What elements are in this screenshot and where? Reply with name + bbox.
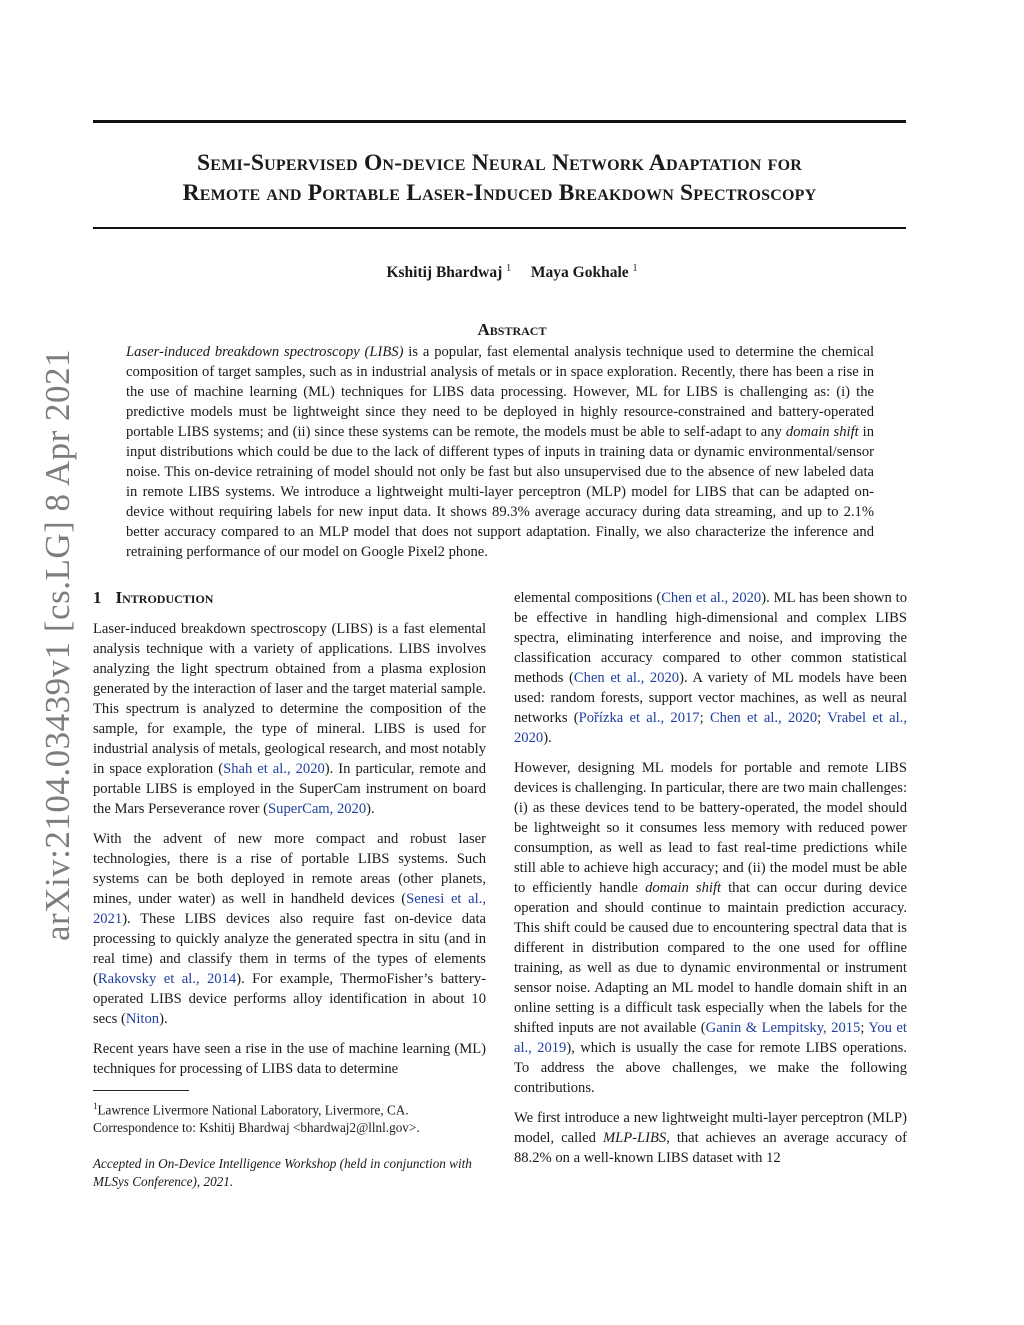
citation-link[interactable]: Rakovsky et al., 2014 [97, 971, 237, 987]
emphasis: MLP-LIBS [602, 1130, 667, 1146]
section-number: 1 [93, 588, 102, 607]
text-run: ). These LIBS devices also require fast on-device data processing to quickly analyze the generated spectra in situ (and in real time) and classify them in terms of the types of elements ( [93, 911, 486, 987]
paragraph [93, 829, 486, 1029]
text-run: With the advent of new more compact and robust laser technologies, there is a rise of portable LIBS systems. Such systems can be both deployed in remote areas (other planets, mines, under water) as well in handheld devices ( [93, 831, 486, 907]
abstract-part: is a popular, fast elemental analysis technique used to determine the chemical composition of target samples, such as in industrial analysis of metals or in space exploration. Recently, there has been a rise in the use of machine learning (ML) techniques for LIBS data processing. However, ML for LIBS is challenging as: (i) the predictive models must be lightweight since they need to be deployed in highly resource-constrained and battery-operated portable LIBS systems; and (ii) since these systems can be remote, the models must be able to self-adapt to any [126, 344, 874, 440]
paragraph [514, 588, 907, 748]
footnote-text: Lawrence Livermore National Laboratory, Livermore, CA. Correspondence to: Kshitij Bhardwaj <bhardwaj2@llnl.gov>. [93, 1102, 420, 1136]
arxiv-side-stamp: arXiv:2104.03439v1 [cs.LG] 8 Apr 2021 [38, 348, 77, 942]
paper-title [93, 148, 906, 208]
citation-link[interactable]: Niton [125, 1011, 160, 1027]
text-run: ). [543, 730, 552, 746]
text-run: Laser-induced breakdown spectroscopy (LIBS) is a fast elemental analysis technique with a variety of applications. LIBS involves analyzing the light spectrum obtained from a plasma explosion generated by the interaction of laser and the target material sample. This spectrum is analyzed to determine the composition of the sample, for example, the type of mineral. LIBS is used for industrial analysis of metals, geological research, and most notably in space exploration ( [93, 621, 486, 777]
citation-link[interactable]: Shah et al., 2020 [223, 761, 325, 777]
text-run: , that achieves an average accuracy of 88.2% on a well-known LIBS dataset with 12 [514, 1130, 907, 1166]
text-run: that can occur during device operation and should continue to maintain prediction accuracy. This shift could be caused due to encountering spectral data that is different in distribution compared to the one used for offline training, as well as due to dynamic environmental or instrument sensor noise. Adapting an ML model to handle domain shift in an online setting is a difficult task especially when the labels for the shifted inputs are not available ( [514, 880, 908, 1036]
footnote [93, 1097, 486, 1137]
left-column [93, 588, 486, 1191]
citation-link[interactable]: Chen et al., 2020 [573, 670, 680, 686]
acceptance-note: Accepted in On-Device Intelligence Workshop (held in conjunction with MLSys Conference), 2021. [93, 1156, 472, 1190]
footnote-mark: 1 [93, 1101, 98, 1111]
citation-link[interactable]: Senesi et al., 2021 [93, 891, 486, 927]
citation-link[interactable]: You et al., 2019 [514, 1020, 907, 1056]
author-list [0, 263, 1024, 282]
abstract-term: Laser-induced breakdown spectroscopy (LIBS) [126, 344, 404, 360]
emphasis: domain shift [645, 880, 722, 896]
text-run: ), which is usually the case for remote LIBS operations. To address the above challenges, we make the following contributions. [514, 1040, 907, 1096]
author-affiliation-mark: 1 [632, 263, 638, 274]
abstract-heading: Abstract [477, 320, 547, 339]
text-run: ; [817, 710, 828, 726]
citation-link[interactable]: SuperCam, 2020 [268, 801, 367, 817]
paragraph [93, 619, 486, 819]
text-run: ; [699, 710, 710, 726]
title-rule-bottom [93, 227, 906, 229]
text-run: ). A variety of ML models have been used: random forests, support vector machines, as well as neural networks ( [514, 670, 907, 726]
text-run: ). ML has been shown to be effective in handling high-dimensional and complex LIBS spectra, eliminating interference and noise, and improving the classification accuracy compared to other common statistical methods ( [514, 590, 907, 686]
abstract-text [126, 342, 874, 562]
title-line-1: Semi-Supervised On-device Neural Network Adaptation for [197, 150, 802, 176]
text-run: ). In particular, remote and portable LIBS is employed in the SuperCam instrument on board the Mars Perseverance rover ( [93, 761, 486, 817]
text-run: ; [860, 1020, 869, 1036]
title-line-2: Remote and Portable Laser-Induced Breakdown Spectroscopy [182, 180, 817, 206]
text-run: However, designing ML models for portable and remote LIBS devices is challenging. In particular, there are two main challenges: (i) as these devices tend to be battery-operated, the model should be lightweight so it consumes less memory with reduced power consumption, as well as lead to fast real-time predictions while still able to achieve high accuracy; and (ii) the model must be able to efficiently handle [514, 760, 907, 896]
abstract-part: in input distributions which could be due to the lack of different types of inputs in training data or dynamic environmental/sensor noise. This on-device retraining of model should not only be fast but also unsupervised due to the absence of new labeled data in remote LIBS systems. We introduce a lightweight multi-layer perceptron (MLP) model for LIBS that can be adapted on-device without requiring labels for new input data. It shows 89.3% average accuracy during data streaming, and up to 2.1% better accuracy compared to an MLP model that does not support adaptation. Finally, we also characterize the inference and retraining performance of our model on Google Pixel2 phone. [126, 424, 874, 560]
citation-link[interactable]: Pořízka et al., 2017 [578, 710, 700, 726]
right-column [514, 588, 907, 1178]
citation-link[interactable]: Chen et al., 2020 [661, 590, 762, 606]
text-run: ). [366, 801, 375, 817]
paragraph [514, 1108, 907, 1168]
author-name: Kshitij Bhardwaj [386, 264, 503, 281]
citation-link[interactable]: Vrabel et al., 2020 [514, 710, 907, 746]
section-heading [93, 588, 486, 608]
author-affiliation-mark: 1 [506, 263, 512, 274]
text-run: We first introduce a new lightweight multi-layer perceptron (MLP) model, called [514, 1110, 907, 1146]
title-rule-top [93, 120, 906, 123]
citation-link[interactable]: Ganin & Lempitsky, 2015 [705, 1020, 861, 1036]
text-run: ). For example, ThermoFisher’s battery-operated LIBS device performs alloy identification in about 10 secs ( [93, 971, 486, 1027]
text-run: elemental compositions ( [514, 590, 662, 606]
citation-link[interactable]: Chen et al., 2020 [709, 710, 818, 726]
section-title: Introduction [115, 588, 214, 607]
text-run: ). [159, 1011, 168, 1027]
abstract-emphasis: domain shift [785, 424, 859, 440]
footnote-rule [93, 1090, 189, 1091]
author-name: Maya Gokhale [530, 264, 629, 281]
paragraph [514, 758, 907, 1098]
paragraph: Recent years have seen a rise in the use of machine learning (ML) techniques for processing of LIBS data to determine [93, 1041, 486, 1077]
